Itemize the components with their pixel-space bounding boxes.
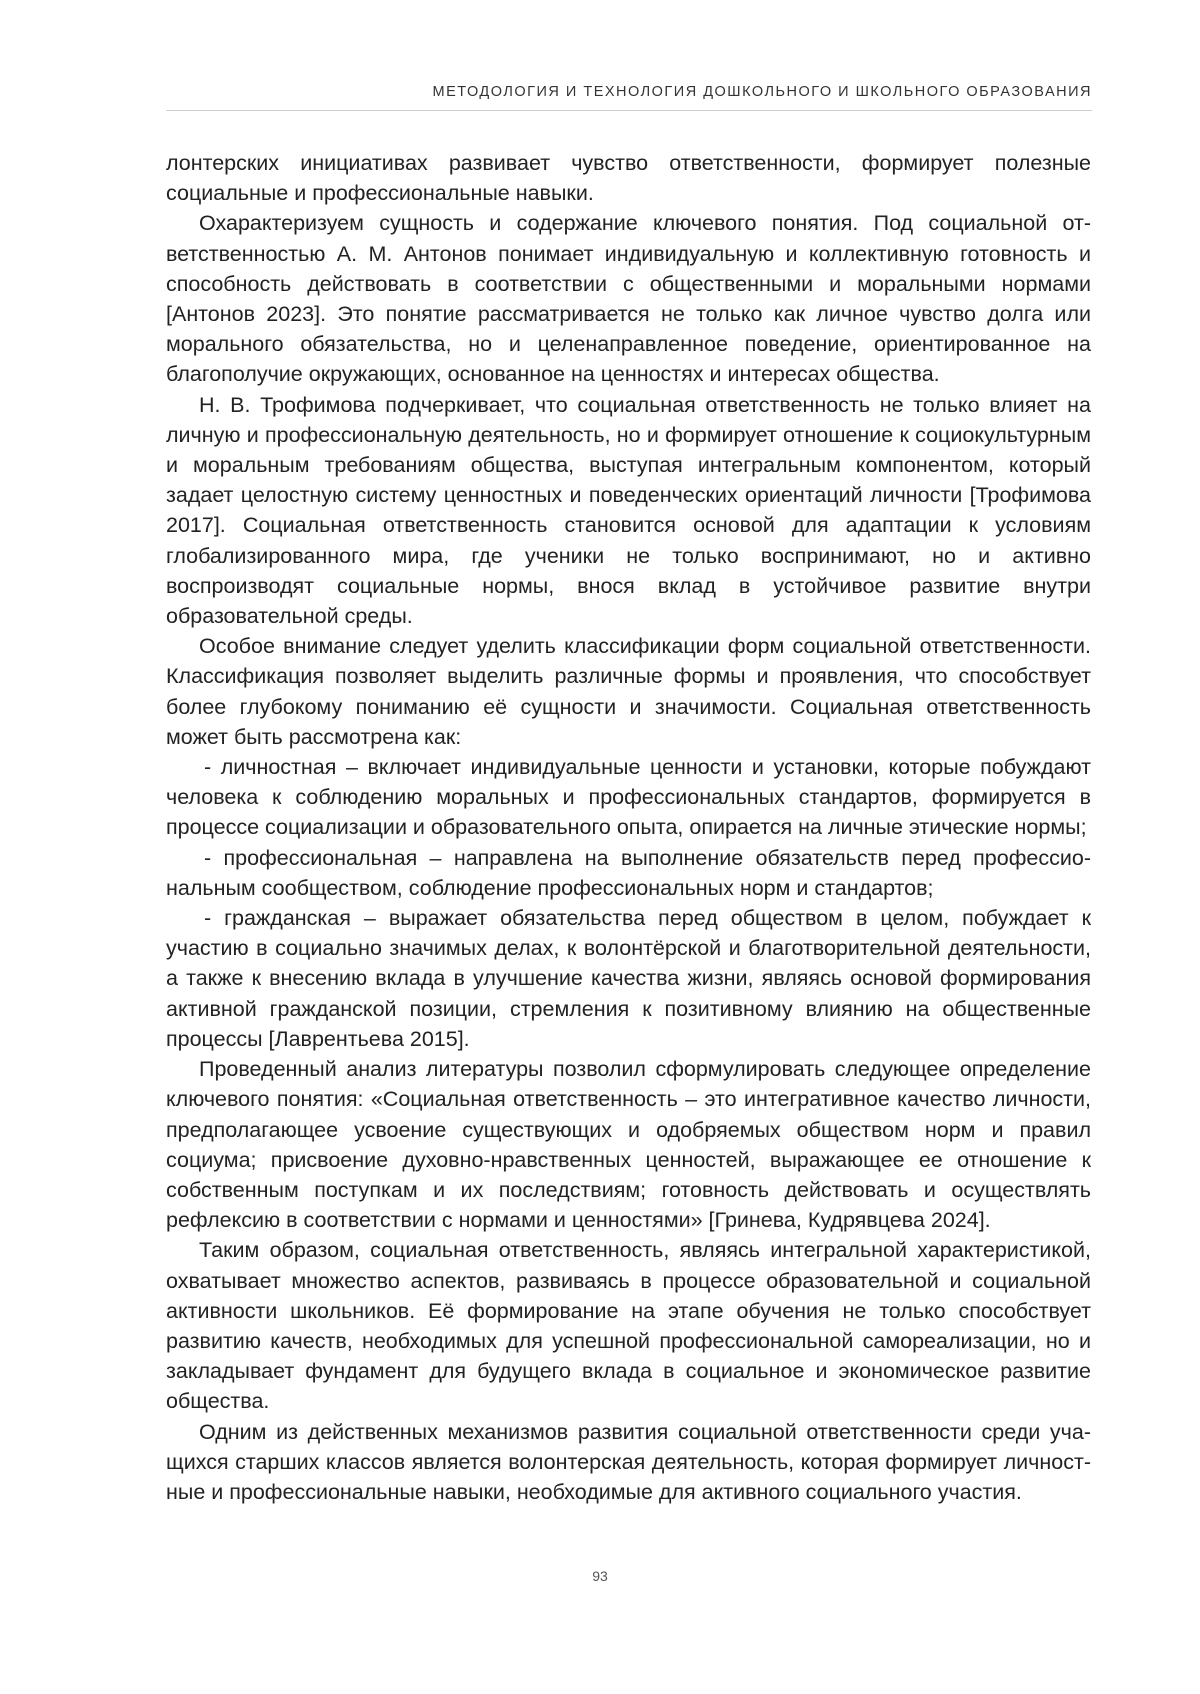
paragraph-volunteering: Одним из действенных механизмов развития социальной ответственности среди учащихся старших классов является волонтерская деятельность, которая формирует личностные и профессиональные навыки, необходимые для активного социального участия. bbox=[166, 1419, 1091, 1504]
article-body bbox=[166, 148, 1091, 1507]
paragraph-continuation: лонтерских инициативах развивает чувство ответственности, формирует полезные социальные и профессиональные навыки. bbox=[166, 151, 1091, 206]
paragraph-definition-synthesis: Проведенный анализ литературы позволил сформулировать следующее определение ключевого понятия: «Социальная ответственность – это интегративное качество личности, предполагающее усвоение существующих и одобряемых обществом норм и правил социума; присвоение духовно-нравственных ценностей, выражающее ее отношение к собственным поступкам и их последствиям; готовность действовать и осуществлять рефлексию в соответствии с нормами и ценностями» [Гринева, Кудрявцева 2024]. bbox=[166, 1057, 1091, 1233]
paragraph-definition-antonov: Охарактеризуем сущность и содержание ключевого понятия. Под социальной ответственностью А. М. Антонов понимает индивидуальную и коллективную готовность и способность действовать в соответствии с общественными и моральными нормами [Антонов 2023]. Это понятие рассматривается не только как личное чувство долга или морального обязательства, но и целенаправленное поведение, ориентированное на благополучие окружающих, основанное на ценностях и интересах общества. bbox=[166, 211, 1091, 387]
paragraph-classification: Особое внимание следует уделить классификации форм социальной ответственности. Классификация позволяет выделить различные формы и проявления, что способствует более глубокому пониманию её сущности и значимости. Социальная ответственность может быть рассмотрена как: bbox=[166, 634, 1091, 749]
list-item-personal: - личностная – включает индивидуальные ценности и установки, которые побуждают человека к соблюдению моральных и профессиональных стандартов, формируется в процессе социализации и образовательного опыта, опирается на личные этические нормы; bbox=[166, 755, 1091, 840]
paragraph-conclusion: Таким образом, социальная ответственность, являясь интегральной характеристикой, охватывает множество аспектов, развиваясь в процессе образовательной и социальной активности школьников. Её формирование на этапе обучения не только способствует развитию качеств, необходимых для успешной профессиональной самореализации, но и закладывает фундамент для будущего вклада в социальное и экономическое развитие общества. bbox=[166, 1238, 1091, 1414]
page-number: 93 bbox=[592, 1568, 608, 1584]
list-item-professional: - профессиональная – направлена на выполнение обязательств перед профессиональным сообществом, соблюдение профессиональных норм и стандартов; bbox=[166, 845, 1091, 900]
paragraph-trofimova: Н. В. Трофимова подчеркивает, что социальная ответственность не только влияет на личную и профессиональную деятельность, но и формирует отношение к социокультурным и моральным требованиям общества, выступая интегральным компонентом, который задает целостную систему ценностных и поведенческих ориентаций личности [Трофимова 2017]. Социальная ответственность становится основой для адаптации к условиям глобализированного мира, где ученики не только воспринимают, но и активно воспроизводят социальные нормы, внося вклад в устойчивое развитие внутри образовательной среды. bbox=[166, 392, 1091, 629]
running-head-title: МЕТОДОЛОГИЯ И ТЕХНОЛОГИЯ ДОШКОЛЬНОГО И ШКОЛЬНОГО ОБРАЗОВАНИЯ bbox=[432, 84, 1092, 100]
header-divider bbox=[166, 110, 1092, 111]
list-item-civic: - гражданская – выражает обязательства перед обществом в целом, побуждает к участию в социально значимых делах, к волонтёрской и благотворительной деятельности, а также к внесению вклада в улучшение качества жизни, являясь основой формирования активной гражданской позиции, стремления к позитивному влиянию на общественные процессы [Лаврентьева 2015]. bbox=[166, 906, 1091, 1051]
